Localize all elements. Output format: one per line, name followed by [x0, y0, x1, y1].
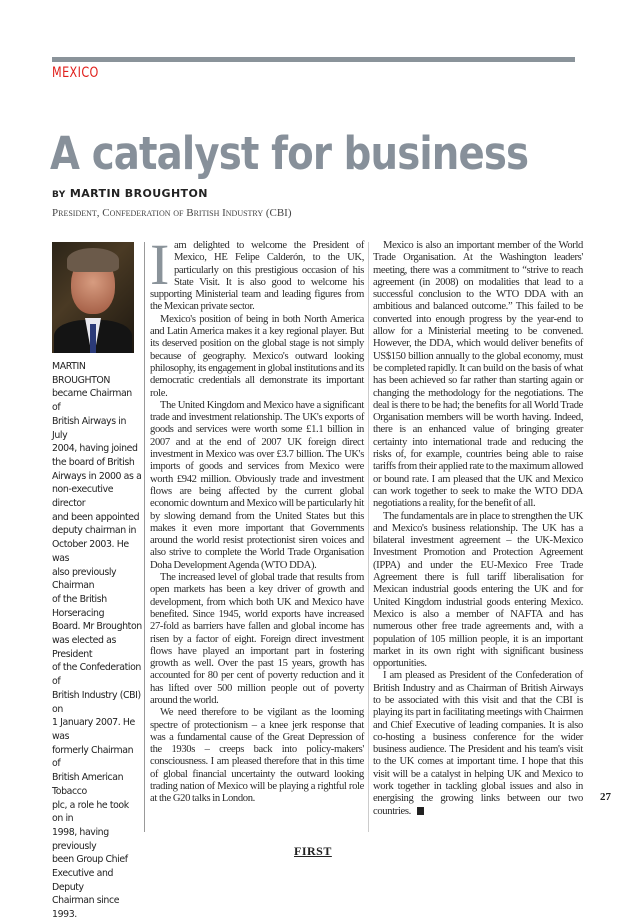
paragraph: We need therefore to be vigilant as the looming spectre of protectionism – a knee jerk response that was a fundamental cause of the Great Depression of the 1930s – creeps back into policy-makers' consciousness. I am pleased therefore that in this time of global financial uncertainty the outward looking trading nation of Mexico will be playing a rightful role at the G20 talks in London.: [150, 707, 364, 805]
byline-prefix: BY: [52, 190, 66, 200]
section-label: MEXICO: [52, 65, 99, 81]
article-column-1: [150, 232, 364, 806]
paragraph: [150, 232, 364, 314]
paragraph-text: am delighted to welcome the President of Mexico, HE Felipe Calderón, to the UK, particularly on this prestigious occasion of his State Visit. It is also good to welcome his supporting Ministerial team and leading figures from the Mexican private sector.: [150, 240, 364, 313]
paragraph: The United Kingdom and Mexico have a significant trade and investment relationship. The UK's exports of goods and services were worth some £1.1 billion in 2007 and at the end of 2007 UK foreign direct investment in Mexico was over £3.7 billion. The UK's imports of goods and services from Mexico were worth £942 million. Obviously trade and investment flows are being affected by the current global economic downturn and Mexico will be particularly hit by slowing demand from the United States but this makes it even more important that Governments around the world resist protectionist siren voices and also strive to complete the World Trade Organisation Doha Development Agenda (WTO DDA).: [150, 399, 364, 571]
author-bio: MARTIN BROUGHTON became Chairman of British Airways in July 2004, having joined the board of British Airways in 2000 as a non-executive director and been appointed deputy chairman in October 2003. He was also previously Chairman of the British Horseracing Board. Mr Broughton was elected as President of the Confederation of British Industry (CBI) on 1 January 2007. He was formerly Chairman of British American Tobacco plc, a role he took on in 1998, having previously been Group Chief Executive and Deputy Chairman since 1993.: [52, 361, 142, 921]
paragraph-text: I am pleased as President of the Confederation of British Industry and as Chairman of British Airways to be associated with this visit and that the CBI is playing its part in facilitating meetings with Chairmen and Chief Executive of leading companies. It is also co-hosting a business conference for the wider business audience. The President and his team's visit to the UK comes at important time. I hope that this visit will be a catalyst in helping UK and Mexico to work together in tackling global issues and also in energising the growing links between our two countries.: [373, 670, 583, 817]
publication-logo: FIRST: [294, 844, 332, 858]
end-mark-icon: F: [417, 807, 424, 815]
paragraph: The increased level of global trade that results from open markets has been a key driver of growth and development, from which both UK and Mexico have benefited. Since 1945, world exports have increased 27-fold as barriers have fallen and global income has risen by a factor of eight. Foreign direct investment flows have played an important part in fostering growth as well. Over the past 15 years, growth has accounted for 80 per cent of poverty reduction and it has lifted over 500 million people out of poverty around the world.: [150, 572, 364, 706]
paragraph: Mexico's position of being in both North America and Latin America makes it a key regional player. But its deserved position on the global stage is not simply because of geography. Mexico's outward looking philosophy, its engagement in global institutions and its democratic credentials all demonstrate its important role.: [150, 313, 364, 399]
column-divider: [144, 242, 145, 832]
header-rule: [52, 57, 575, 62]
author-photo: [52, 242, 134, 353]
drop-cap: I: [150, 232, 169, 297]
author-name: MARTIN BROUGHTON: [69, 187, 208, 200]
paragraph: Mexico is also an important member of the World Trade Organisation. At the Washington leaders' meeting, there was a commitment to “strive to reach agreement (in 2008) on modalities that lead to a successful conclusion to the WTO DDA with an ambitious and balanced outcome.” This failed to be converted into enough progress by the year-end to allow for a Ministerial meeting to be convened. However, the DDA, which would deliver benefits of US$150 billion annually to the global economy, must be completed rapidly. It can build on the basis of what has been achieved so far rather than starting again or changing the methodology for the negotiations. The deal is there to be had; the benefits for all World Trade Organisation members will be worth having. Indeed, there is an enhanced value of bringing greater certainty into international trade and reducing the risks of, for example, countries being able to raise tariffs from their applied rate to the maximum allowed or bound rate. I am pleased that the UK and Mexico can work together to seek to make the WTO DDA negotiations a reality, for the benefit of all.: [373, 240, 583, 510]
byline: [52, 187, 208, 202]
article-column-2: [373, 240, 583, 818]
paragraph: The fundamentals are in place to strengthen the UK and Mexico's business relationship. The UK has a bilateral investment agreement – the UK-Mexico Investment Promotion and Protection Agreement (IPPA) and under the EU-Mexico Free Trade Agreement there is full tariff liberalisation for Mexican industrial goods entering the UK and for United Kingdom industrial goods entering Mexico. Mexico is also a member of NAFTA and has numerous other free trade agreements and, with a population of 105 million people, it is an important market in its own right with significant business opportunities.: [373, 510, 583, 670]
author-role: President, Confederation of British Industry (CBI): [52, 207, 292, 219]
column-divider: [368, 242, 369, 832]
page-title: A catalyst for business: [50, 127, 529, 180]
page-number: 27: [600, 791, 611, 803]
paragraph: [373, 670, 583, 818]
